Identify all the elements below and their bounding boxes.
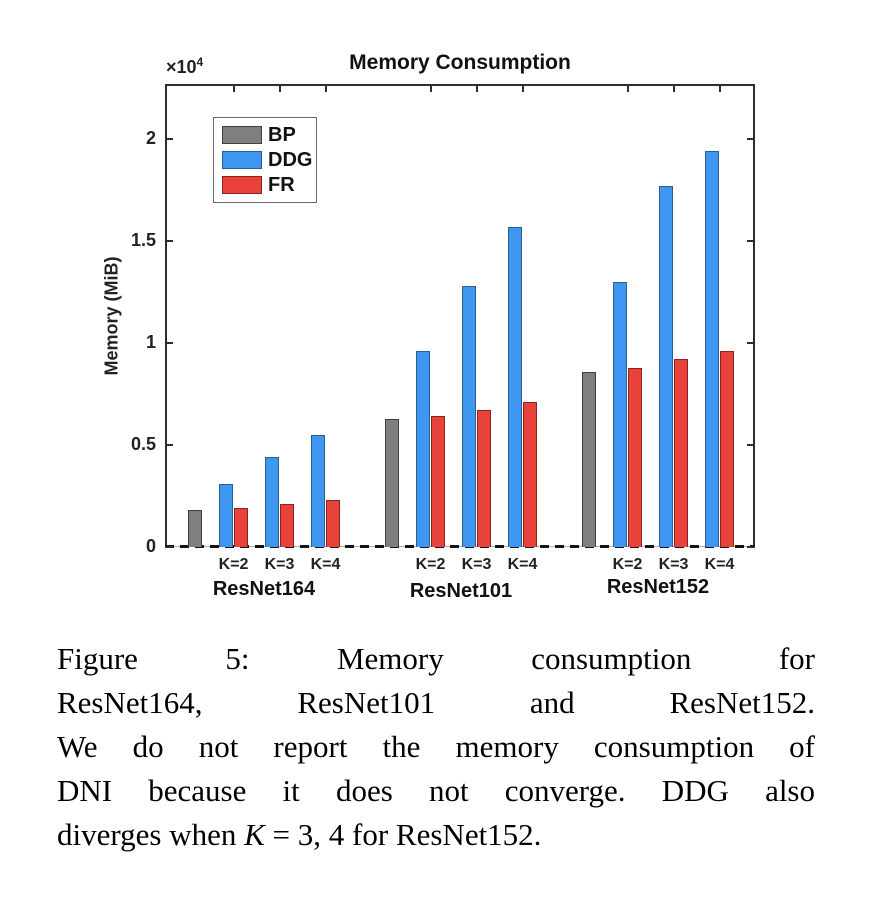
x-k-label: K=4	[704, 556, 735, 573]
x-tick-top	[233, 84, 235, 92]
bar-FR-ResNet152-K=3	[674, 359, 688, 547]
y-tick-right	[747, 138, 755, 140]
y-tick-right	[747, 342, 755, 344]
bar-BP-ResNet101	[385, 419, 399, 547]
x-k-label: K=2	[415, 556, 446, 573]
bar-DDG-ResNet164-K=4	[311, 435, 325, 547]
bar-DDG-ResNet152-K=3	[659, 186, 673, 547]
caption-text-segment: DNI because it does not converge. DDG also	[57, 773, 815, 808]
y-axis-label: Memory (MiB)	[101, 256, 122, 376]
plot-area	[165, 84, 755, 547]
y-tick-label: 1	[145, 332, 156, 353]
x-tick-top	[627, 84, 629, 92]
bar-DDG-ResNet101-K=3	[462, 286, 476, 547]
bar-DDG-ResNet101-K=2	[416, 351, 430, 547]
legend-label-BP: BP	[268, 124, 296, 146]
y-tick-left	[165, 342, 173, 344]
caption-text-segment: Figure 5: Memory consumption for	[57, 641, 815, 676]
y-axis-exponent-power: 4	[196, 55, 204, 69]
caption-line	[57, 681, 815, 725]
x-tick-top	[719, 84, 721, 92]
legend-label-FR: FR	[268, 174, 295, 196]
x-tick-top	[279, 84, 281, 92]
x-k-label: K=3	[658, 556, 689, 573]
y-tick-left	[165, 138, 173, 140]
bar-BP-ResNet152	[582, 372, 596, 547]
x-tick-top	[325, 84, 327, 92]
y-tick-right	[747, 546, 755, 548]
bar-BP-ResNet164	[188, 510, 202, 547]
bar-DDG-ResNet152-K=2	[613, 282, 627, 547]
x-k-label: K=3	[264, 556, 295, 573]
x-k-label: K=4	[310, 556, 341, 573]
y-tick-left	[165, 444, 173, 446]
x-k-label: K=2	[612, 556, 643, 573]
caption-text-segment: diverges when	[57, 817, 245, 852]
caption-text-segment: We do not report the memory consumption of	[57, 729, 815, 764]
chart-title: Memory Consumption	[349, 51, 571, 74]
y-axis-exponent-base: ×10	[166, 57, 197, 77]
caption-text-segment: ResNet164, ResNet101 and ResNet152.	[57, 685, 815, 720]
legend-swatch-DDG	[222, 151, 262, 169]
y-tick-right	[747, 240, 755, 242]
y-tick-label: 1.5	[130, 230, 156, 251]
bar-DDG-ResNet164-K=2	[219, 484, 233, 547]
x-k-label: K=3	[461, 556, 492, 573]
axis-left-line	[165, 84, 167, 547]
caption-line	[57, 813, 815, 857]
figure-caption	[57, 637, 815, 857]
bar-FR-ResNet152-K=2	[628, 368, 642, 547]
y-tick-right	[747, 444, 755, 446]
x-k-label: K=2	[218, 556, 249, 573]
caption-math-segment: K	[244, 817, 265, 852]
bar-FR-ResNet164-K=3	[280, 504, 294, 547]
y-tick-label: 2	[145, 128, 156, 149]
legend-label-DDG: DDG	[268, 149, 313, 171]
x-k-label: K=4	[507, 556, 538, 573]
legend	[213, 117, 317, 203]
caption-line	[57, 769, 815, 813]
legend-swatch-FR	[222, 176, 262, 194]
bar-DDG-ResNet164-K=3	[265, 457, 279, 547]
x-tick-top	[673, 84, 675, 92]
bar-DDG-ResNet101-K=4	[508, 227, 522, 547]
x-tick-top	[522, 84, 524, 92]
y-tick-label: 0	[145, 536, 156, 556]
y-axis-exponent	[166, 55, 203, 78]
x-group-label: ResNet164	[212, 578, 316, 600]
caption-text-segment: = 3, 4 for ResNet152.	[264, 817, 542, 852]
legend-item-DDG	[222, 150, 316, 170]
bar-FR-ResNet164-K=4	[326, 500, 340, 547]
legend-swatch-BP	[222, 126, 262, 144]
x-tick-top	[476, 84, 478, 92]
x-tick-top	[430, 84, 432, 92]
bar-FR-ResNet152-K=4	[720, 351, 734, 547]
bar-FR-ResNet101-K=2	[431, 416, 445, 547]
caption-line	[57, 725, 815, 769]
y-tick-left	[165, 240, 173, 242]
bar-DDG-ResNet152-K=4	[705, 151, 719, 547]
caption-line	[57, 637, 815, 681]
bar-FR-ResNet101-K=3	[477, 410, 491, 547]
x-group-label: ResNet152	[606, 576, 710, 598]
y-tick-label: 0.5	[130, 434, 156, 455]
legend-item-BP	[222, 125, 316, 145]
axis-right-line	[753, 84, 755, 547]
bar-FR-ResNet164-K=2	[234, 508, 248, 547]
axis-top-line	[165, 84, 755, 86]
bar-FR-ResNet101-K=4	[523, 402, 537, 547]
x-group-label: ResNet101	[409, 580, 513, 602]
y-tick-left	[165, 546, 173, 548]
legend-item-FR	[222, 175, 316, 195]
